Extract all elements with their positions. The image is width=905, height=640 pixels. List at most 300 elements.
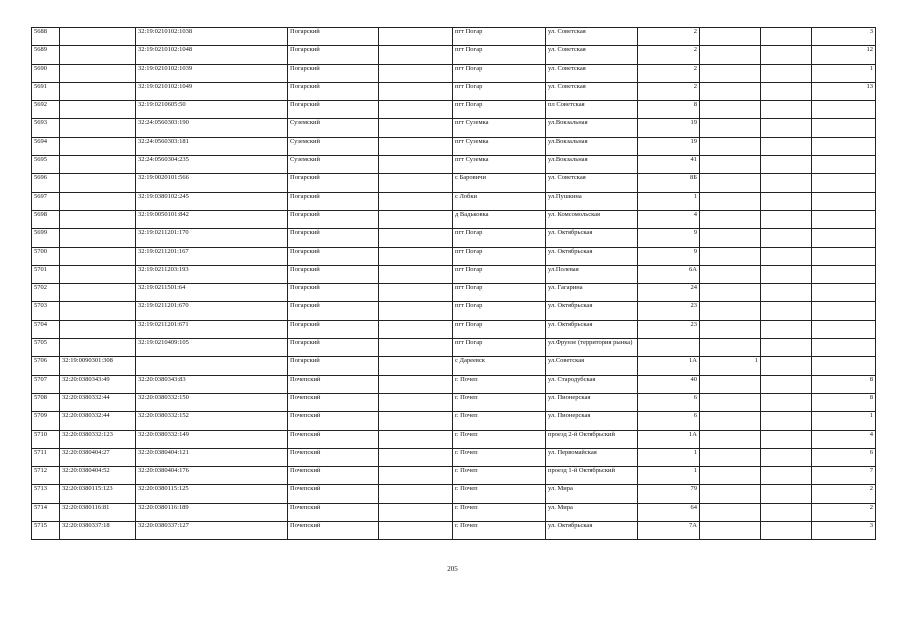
apartment-cell bbox=[812, 284, 876, 302]
empty-cell bbox=[379, 119, 453, 137]
street-cell: ул. Советская bbox=[546, 174, 638, 192]
row-number-cell: 5701 bbox=[32, 265, 60, 283]
count-cell bbox=[700, 156, 761, 174]
row-number-cell: 5689 bbox=[32, 46, 60, 64]
cadastral-number-2-cell: 32:19:0210102:1048 bbox=[136, 46, 288, 64]
district-cell: Почепский bbox=[288, 485, 379, 503]
extra-cell bbox=[761, 28, 812, 46]
apartment-cell bbox=[812, 229, 876, 247]
extra-cell bbox=[761, 119, 812, 137]
empty-cell bbox=[379, 430, 453, 448]
empty-cell bbox=[379, 375, 453, 393]
cadastral-number-1-cell bbox=[60, 265, 136, 283]
street-cell: проезд 2-й Октябрьский bbox=[546, 430, 638, 448]
row-number-cell: 5709 bbox=[32, 412, 60, 430]
extra-cell bbox=[761, 430, 812, 448]
apartment-cell bbox=[812, 265, 876, 283]
empty-cell bbox=[379, 64, 453, 82]
empty-cell bbox=[379, 503, 453, 521]
row-number-cell: 5695 bbox=[32, 156, 60, 174]
street-cell: ул.Вокзальная bbox=[546, 137, 638, 155]
house-number-cell: 8 bbox=[638, 101, 700, 119]
count-cell bbox=[700, 192, 761, 210]
empty-cell bbox=[379, 485, 453, 503]
cadastral-number-2-cell: 32:19:0211203:193 bbox=[136, 265, 288, 283]
row-number-cell: 5690 bbox=[32, 64, 60, 82]
row-number-cell: 5699 bbox=[32, 229, 60, 247]
house-number-cell: 23 bbox=[638, 302, 700, 320]
row-number-cell: 5691 bbox=[32, 82, 60, 100]
empty-cell bbox=[379, 101, 453, 119]
extra-cell bbox=[761, 174, 812, 192]
district-cell: Почепский bbox=[288, 430, 379, 448]
extra-cell bbox=[761, 101, 812, 119]
count-cell bbox=[700, 412, 761, 430]
cadastral-number-1-cell bbox=[60, 210, 136, 228]
apartment-cell: 8 bbox=[812, 393, 876, 411]
cadastral-number-1-cell bbox=[60, 64, 136, 82]
table-row bbox=[32, 412, 876, 430]
cadastral-number-2-cell: 32:19:0211501:64 bbox=[136, 284, 288, 302]
district-cell: Погарский bbox=[288, 247, 379, 265]
count-cell bbox=[700, 28, 761, 46]
row-number-cell: 5703 bbox=[32, 302, 60, 320]
extra-cell bbox=[761, 393, 812, 411]
count-cell bbox=[700, 119, 761, 137]
cadastral-number-1-cell bbox=[60, 284, 136, 302]
count-cell bbox=[700, 284, 761, 302]
settlement-cell: пгт Погар bbox=[453, 101, 546, 119]
extra-cell bbox=[761, 467, 812, 485]
cadastral-number-2-cell: 32:19:0210102:1038 bbox=[136, 28, 288, 46]
empty-cell bbox=[379, 302, 453, 320]
cadastral-number-1-cell bbox=[60, 192, 136, 210]
settlement-cell: пгт Погар bbox=[453, 229, 546, 247]
empty-cell bbox=[379, 265, 453, 283]
settlement-cell: пгт Суземка bbox=[453, 156, 546, 174]
apartment-cell: 7 bbox=[812, 467, 876, 485]
extra-cell bbox=[761, 412, 812, 430]
apartment-cell bbox=[812, 137, 876, 155]
house-number-cell: 2 bbox=[638, 28, 700, 46]
street-cell: ул. Октябрьская bbox=[546, 247, 638, 265]
table-row bbox=[32, 357, 876, 375]
cadastral-number-2-cell: 32:20:0380343:83 bbox=[136, 375, 288, 393]
apartment-cell bbox=[812, 210, 876, 228]
apartment-cell: 12 bbox=[812, 46, 876, 64]
cadastral-number-1-cell: 32:20:0380332:44 bbox=[60, 393, 136, 411]
count-cell bbox=[700, 302, 761, 320]
street-cell: ул.Фрунзе (территория рынка) bbox=[546, 339, 638, 357]
count-cell bbox=[700, 137, 761, 155]
street-cell: ул.Полевая bbox=[546, 265, 638, 283]
cadastral-number-2-cell: 32:19:0210409:105 bbox=[136, 339, 288, 357]
district-cell: Погарский bbox=[288, 28, 379, 46]
empty-cell bbox=[379, 210, 453, 228]
cadastral-number-1-cell bbox=[60, 137, 136, 155]
settlement-cell: с Баровичи bbox=[453, 174, 546, 192]
street-cell: ул. Комсомольская bbox=[546, 210, 638, 228]
house-number-cell: 6 bbox=[638, 393, 700, 411]
settlement-cell: пгт Погар bbox=[453, 28, 546, 46]
count-cell bbox=[700, 247, 761, 265]
page-number: 205 bbox=[447, 565, 458, 573]
row-number-cell: 5712 bbox=[32, 467, 60, 485]
row-number-cell: 5696 bbox=[32, 174, 60, 192]
district-cell: Погарский bbox=[288, 284, 379, 302]
house-number-cell: 23 bbox=[638, 320, 700, 338]
cadastral-number-2-cell: 32:19:0211201:170 bbox=[136, 229, 288, 247]
extra-cell bbox=[761, 82, 812, 100]
count-cell bbox=[700, 485, 761, 503]
row-number-cell: 5694 bbox=[32, 137, 60, 155]
street-cell: пл Советская bbox=[546, 101, 638, 119]
apartment-cell: 1 bbox=[812, 412, 876, 430]
empty-cell bbox=[379, 357, 453, 375]
count-cell bbox=[700, 448, 761, 466]
settlement-cell: г. Почеп bbox=[453, 485, 546, 503]
table-row bbox=[32, 430, 876, 448]
house-number-cell: 7А bbox=[638, 522, 700, 540]
district-cell: Почепский bbox=[288, 503, 379, 521]
apartment-cell bbox=[812, 320, 876, 338]
street-cell: ул. Советская bbox=[546, 28, 638, 46]
cadastral-number-2-cell: 32:19:0210605:50 bbox=[136, 101, 288, 119]
count-cell: 1 bbox=[700, 357, 761, 375]
cadastral-number-1-cell: 32:20:0380116:81 bbox=[60, 503, 136, 521]
empty-cell bbox=[379, 28, 453, 46]
settlement-cell: пгт Погар bbox=[453, 247, 546, 265]
district-cell: Погарский bbox=[288, 339, 379, 357]
district-cell: Суземский bbox=[288, 119, 379, 137]
house-number-cell: 1А bbox=[638, 430, 700, 448]
table-row bbox=[32, 156, 876, 174]
count-cell bbox=[700, 210, 761, 228]
apartment-cell bbox=[812, 101, 876, 119]
cadastral-number-1-cell bbox=[60, 28, 136, 46]
house-number-cell: 8Б bbox=[638, 174, 700, 192]
apartment-cell bbox=[812, 247, 876, 265]
count-cell bbox=[700, 522, 761, 540]
table-row bbox=[32, 375, 876, 393]
extra-cell bbox=[761, 210, 812, 228]
district-cell: Почепский bbox=[288, 522, 379, 540]
extra-cell bbox=[761, 503, 812, 521]
extra-cell bbox=[761, 339, 812, 357]
extra-cell bbox=[761, 375, 812, 393]
row-number-cell: 5707 bbox=[32, 375, 60, 393]
settlement-cell: пгт Погар bbox=[453, 302, 546, 320]
district-cell: Погарский bbox=[288, 46, 379, 64]
apartment-cell bbox=[812, 302, 876, 320]
count-cell bbox=[700, 503, 761, 521]
apartment-cell: 2 bbox=[812, 485, 876, 503]
house-number-cell: 19 bbox=[638, 137, 700, 155]
table-row bbox=[32, 64, 876, 82]
extra-cell bbox=[761, 229, 812, 247]
table-row bbox=[32, 265, 876, 283]
cadastral-number-1-cell: 32:20:0380337:18 bbox=[60, 522, 136, 540]
settlement-cell: пгт Погар bbox=[453, 82, 546, 100]
settlement-cell: г. Почеп bbox=[453, 503, 546, 521]
cadastral-number-1-cell bbox=[60, 229, 136, 247]
extra-cell bbox=[761, 137, 812, 155]
empty-cell bbox=[379, 82, 453, 100]
cadastral-number-2-cell: 32:20:0380337:127 bbox=[136, 522, 288, 540]
table-row bbox=[32, 393, 876, 411]
house-number-cell: 2 bbox=[638, 82, 700, 100]
apartment-cell: 13 bbox=[812, 82, 876, 100]
row-number-cell: 5715 bbox=[32, 522, 60, 540]
street-cell: ул. Советская bbox=[546, 82, 638, 100]
district-cell: Погарский bbox=[288, 320, 379, 338]
district-cell: Погарский bbox=[288, 174, 379, 192]
apartment-cell bbox=[812, 192, 876, 210]
street-cell: ул.Советская bbox=[546, 357, 638, 375]
settlement-cell: с Дареевск bbox=[453, 357, 546, 375]
cadastral-number-2-cell: 32:19:0211201:167 bbox=[136, 247, 288, 265]
extra-cell bbox=[761, 46, 812, 64]
apartment-cell: 6 bbox=[812, 448, 876, 466]
cadastral-number-2-cell: 32:19:0210102:1039 bbox=[136, 64, 288, 82]
extra-cell bbox=[761, 156, 812, 174]
house-number-cell: 79 bbox=[638, 485, 700, 503]
table-row bbox=[32, 448, 876, 466]
row-number-cell: 5708 bbox=[32, 393, 60, 411]
count-cell bbox=[700, 229, 761, 247]
district-cell: Суземский bbox=[288, 137, 379, 155]
table-row bbox=[32, 82, 876, 100]
street-cell: ул. Пионерская bbox=[546, 412, 638, 430]
street-cell: ул. Октябрьская bbox=[546, 302, 638, 320]
street-cell: ул. Советская bbox=[546, 46, 638, 64]
apartment-cell bbox=[812, 174, 876, 192]
cadastral-number-1-cell: 32:20:0380404:52 bbox=[60, 467, 136, 485]
settlement-cell: г. Почеп bbox=[453, 430, 546, 448]
street-cell: ул. Стародубская bbox=[546, 375, 638, 393]
district-cell: Погарский bbox=[288, 357, 379, 375]
empty-cell bbox=[379, 448, 453, 466]
apartment-cell bbox=[812, 119, 876, 137]
settlement-cell: пгт Погар bbox=[453, 265, 546, 283]
house-number-cell: 9 bbox=[638, 247, 700, 265]
count-cell bbox=[700, 64, 761, 82]
row-number-cell: 5711 bbox=[32, 448, 60, 466]
cadastral-number-1-cell: 32:20:0380332:123 bbox=[60, 430, 136, 448]
apartment-cell: 3 bbox=[812, 28, 876, 46]
settlement-cell: д Вадьковка bbox=[453, 210, 546, 228]
street-cell: ул. Гагарина bbox=[546, 284, 638, 302]
cadastral-number-1-cell bbox=[60, 156, 136, 174]
cadastral-number-2-cell: 32:19:0211201:671 bbox=[136, 320, 288, 338]
cadastral-number-1-cell bbox=[60, 46, 136, 64]
street-cell: ул. Октябрьская bbox=[546, 320, 638, 338]
cadastral-number-1-cell: 32:20:0380404:27 bbox=[60, 448, 136, 466]
settlement-cell: г. Почеп bbox=[453, 467, 546, 485]
cadastral-number-1-cell bbox=[60, 119, 136, 137]
house-number-cell: 6 bbox=[638, 412, 700, 430]
extra-cell bbox=[761, 265, 812, 283]
cadastral-number-1-cell bbox=[60, 82, 136, 100]
empty-cell bbox=[379, 192, 453, 210]
empty-cell bbox=[379, 320, 453, 338]
count-cell bbox=[700, 467, 761, 485]
cadastral-number-1-cell bbox=[60, 339, 136, 357]
row-number-cell: 5702 bbox=[32, 284, 60, 302]
row-number-cell: 5714 bbox=[32, 503, 60, 521]
row-number-cell: 5697 bbox=[32, 192, 60, 210]
empty-cell bbox=[379, 137, 453, 155]
count-cell bbox=[700, 393, 761, 411]
row-number-cell: 5698 bbox=[32, 210, 60, 228]
district-cell: Погарский bbox=[288, 82, 379, 100]
count-cell bbox=[700, 430, 761, 448]
house-number-cell: 1 bbox=[638, 467, 700, 485]
cadastral-number-2-cell: 32:19:0211201:670 bbox=[136, 302, 288, 320]
extra-cell bbox=[761, 192, 812, 210]
row-number-cell: 5713 bbox=[32, 485, 60, 503]
cadastral-number-2-cell: 32:24:0560303:181 bbox=[136, 137, 288, 155]
district-cell: Суземский bbox=[288, 156, 379, 174]
cadastral-number-1-cell bbox=[60, 101, 136, 119]
empty-cell bbox=[379, 522, 453, 540]
cadastral-number-2-cell: 32:20:0380116:189 bbox=[136, 503, 288, 521]
row-number-cell: 5706 bbox=[32, 357, 60, 375]
empty-cell bbox=[379, 156, 453, 174]
street-cell: ул. Первомайская bbox=[546, 448, 638, 466]
table-row bbox=[32, 503, 876, 521]
empty-cell bbox=[379, 247, 453, 265]
district-cell: Почепский bbox=[288, 393, 379, 411]
empty-cell bbox=[379, 46, 453, 64]
count-cell bbox=[700, 46, 761, 64]
house-number-cell: 9 bbox=[638, 229, 700, 247]
house-number-cell: 64 bbox=[638, 503, 700, 521]
cadastral-number-1-cell: 32:19:0090301:308 bbox=[60, 357, 136, 375]
settlement-cell: г. Почеп bbox=[453, 448, 546, 466]
table-row bbox=[32, 467, 876, 485]
count-cell bbox=[700, 375, 761, 393]
district-cell: Погарский bbox=[288, 302, 379, 320]
table-row bbox=[32, 137, 876, 155]
settlement-cell: г. Почеп bbox=[453, 375, 546, 393]
empty-cell bbox=[379, 339, 453, 357]
row-number-cell: 5710 bbox=[32, 430, 60, 448]
count-cell bbox=[700, 174, 761, 192]
street-cell: ул.Вокзальная bbox=[546, 119, 638, 137]
cadastral-number-2-cell: 32:20:0380332:150 bbox=[136, 393, 288, 411]
registry-table bbox=[31, 27, 876, 540]
house-number-cell: 24 bbox=[638, 284, 700, 302]
count-cell bbox=[700, 265, 761, 283]
street-cell: ул. Октябрьская bbox=[546, 229, 638, 247]
cadastral-number-2-cell bbox=[136, 357, 288, 375]
settlement-cell: с Лобки bbox=[453, 192, 546, 210]
district-cell: Погарский bbox=[288, 210, 379, 228]
apartment-cell bbox=[812, 339, 876, 357]
count-cell bbox=[700, 82, 761, 100]
row-number-cell: 5700 bbox=[32, 247, 60, 265]
district-cell: Погарский bbox=[288, 64, 379, 82]
settlement-cell: пгт Погар bbox=[453, 339, 546, 357]
cadastral-number-2-cell: 32:20:0380332:149 bbox=[136, 430, 288, 448]
house-number-cell: 19 bbox=[638, 119, 700, 137]
cadastral-number-1-cell bbox=[60, 174, 136, 192]
cadastral-number-1-cell bbox=[60, 302, 136, 320]
house-number-cell: 2 bbox=[638, 46, 700, 64]
apartment-cell bbox=[812, 357, 876, 375]
empty-cell bbox=[379, 412, 453, 430]
house-number-cell: 2 bbox=[638, 64, 700, 82]
settlement-cell: г. Почеп bbox=[453, 393, 546, 411]
district-cell: Почепский bbox=[288, 375, 379, 393]
empty-cell bbox=[379, 393, 453, 411]
cadastral-number-2-cell: 32:24:0560304:235 bbox=[136, 156, 288, 174]
house-number-cell: 4 bbox=[638, 210, 700, 228]
settlement-cell: пгт Погар bbox=[453, 46, 546, 64]
table-row bbox=[32, 119, 876, 137]
settlement-cell: пгт Погар bbox=[453, 64, 546, 82]
apartment-cell bbox=[812, 156, 876, 174]
extra-cell bbox=[761, 448, 812, 466]
district-cell: Погарский bbox=[288, 229, 379, 247]
table-row bbox=[32, 174, 876, 192]
cadastral-number-2-cell: 32:24:0560303:190 bbox=[136, 119, 288, 137]
table-row bbox=[32, 522, 876, 540]
count-cell bbox=[700, 339, 761, 357]
extra-cell bbox=[761, 284, 812, 302]
district-cell: Почепский bbox=[288, 412, 379, 430]
house-number-cell: 6А bbox=[638, 265, 700, 283]
street-cell: ул. Октябрьская bbox=[546, 522, 638, 540]
cadastral-number-1-cell bbox=[60, 247, 136, 265]
apartment-cell: 1 bbox=[812, 64, 876, 82]
table-row bbox=[32, 485, 876, 503]
cadastral-number-2-cell: 32:19:0380102:245 bbox=[136, 192, 288, 210]
settlement-cell: пгт Погар bbox=[453, 320, 546, 338]
empty-cell bbox=[379, 284, 453, 302]
table-row bbox=[32, 101, 876, 119]
cadastral-number-2-cell: 32:19:0020101:566 bbox=[136, 174, 288, 192]
cadastral-number-2-cell: 32:20:0380404:121 bbox=[136, 448, 288, 466]
apartment-cell: 2 bbox=[812, 503, 876, 521]
street-cell: ул. Мира bbox=[546, 503, 638, 521]
house-number-cell: 1 bbox=[638, 448, 700, 466]
empty-cell bbox=[379, 174, 453, 192]
settlement-cell: г. Почеп bbox=[453, 412, 546, 430]
table-row bbox=[32, 320, 876, 338]
table-row bbox=[32, 302, 876, 320]
cadastral-number-2-cell: 32:20:0380404:176 bbox=[136, 467, 288, 485]
apartment-cell: 8 bbox=[812, 375, 876, 393]
cadastral-number-2-cell: 32:19:0050101:842 bbox=[136, 210, 288, 228]
settlement-cell: пгт Суземка bbox=[453, 137, 546, 155]
house-number-cell: 1А bbox=[638, 357, 700, 375]
street-cell: проезд 1-й Октябрьский bbox=[546, 467, 638, 485]
extra-cell bbox=[761, 522, 812, 540]
cadastral-number-2-cell: 32:20:0380115:125 bbox=[136, 485, 288, 503]
cadastral-number-1-cell bbox=[60, 320, 136, 338]
cadastral-number-1-cell: 32:20:0380332:44 bbox=[60, 412, 136, 430]
table-row bbox=[32, 339, 876, 357]
house-number-cell: 1 bbox=[638, 192, 700, 210]
empty-cell bbox=[379, 467, 453, 485]
district-cell: Почепский bbox=[288, 448, 379, 466]
table-row bbox=[32, 46, 876, 64]
house-number-cell: 40 bbox=[638, 375, 700, 393]
settlement-cell: пгт Суземка bbox=[453, 119, 546, 137]
district-cell: Погарский bbox=[288, 192, 379, 210]
